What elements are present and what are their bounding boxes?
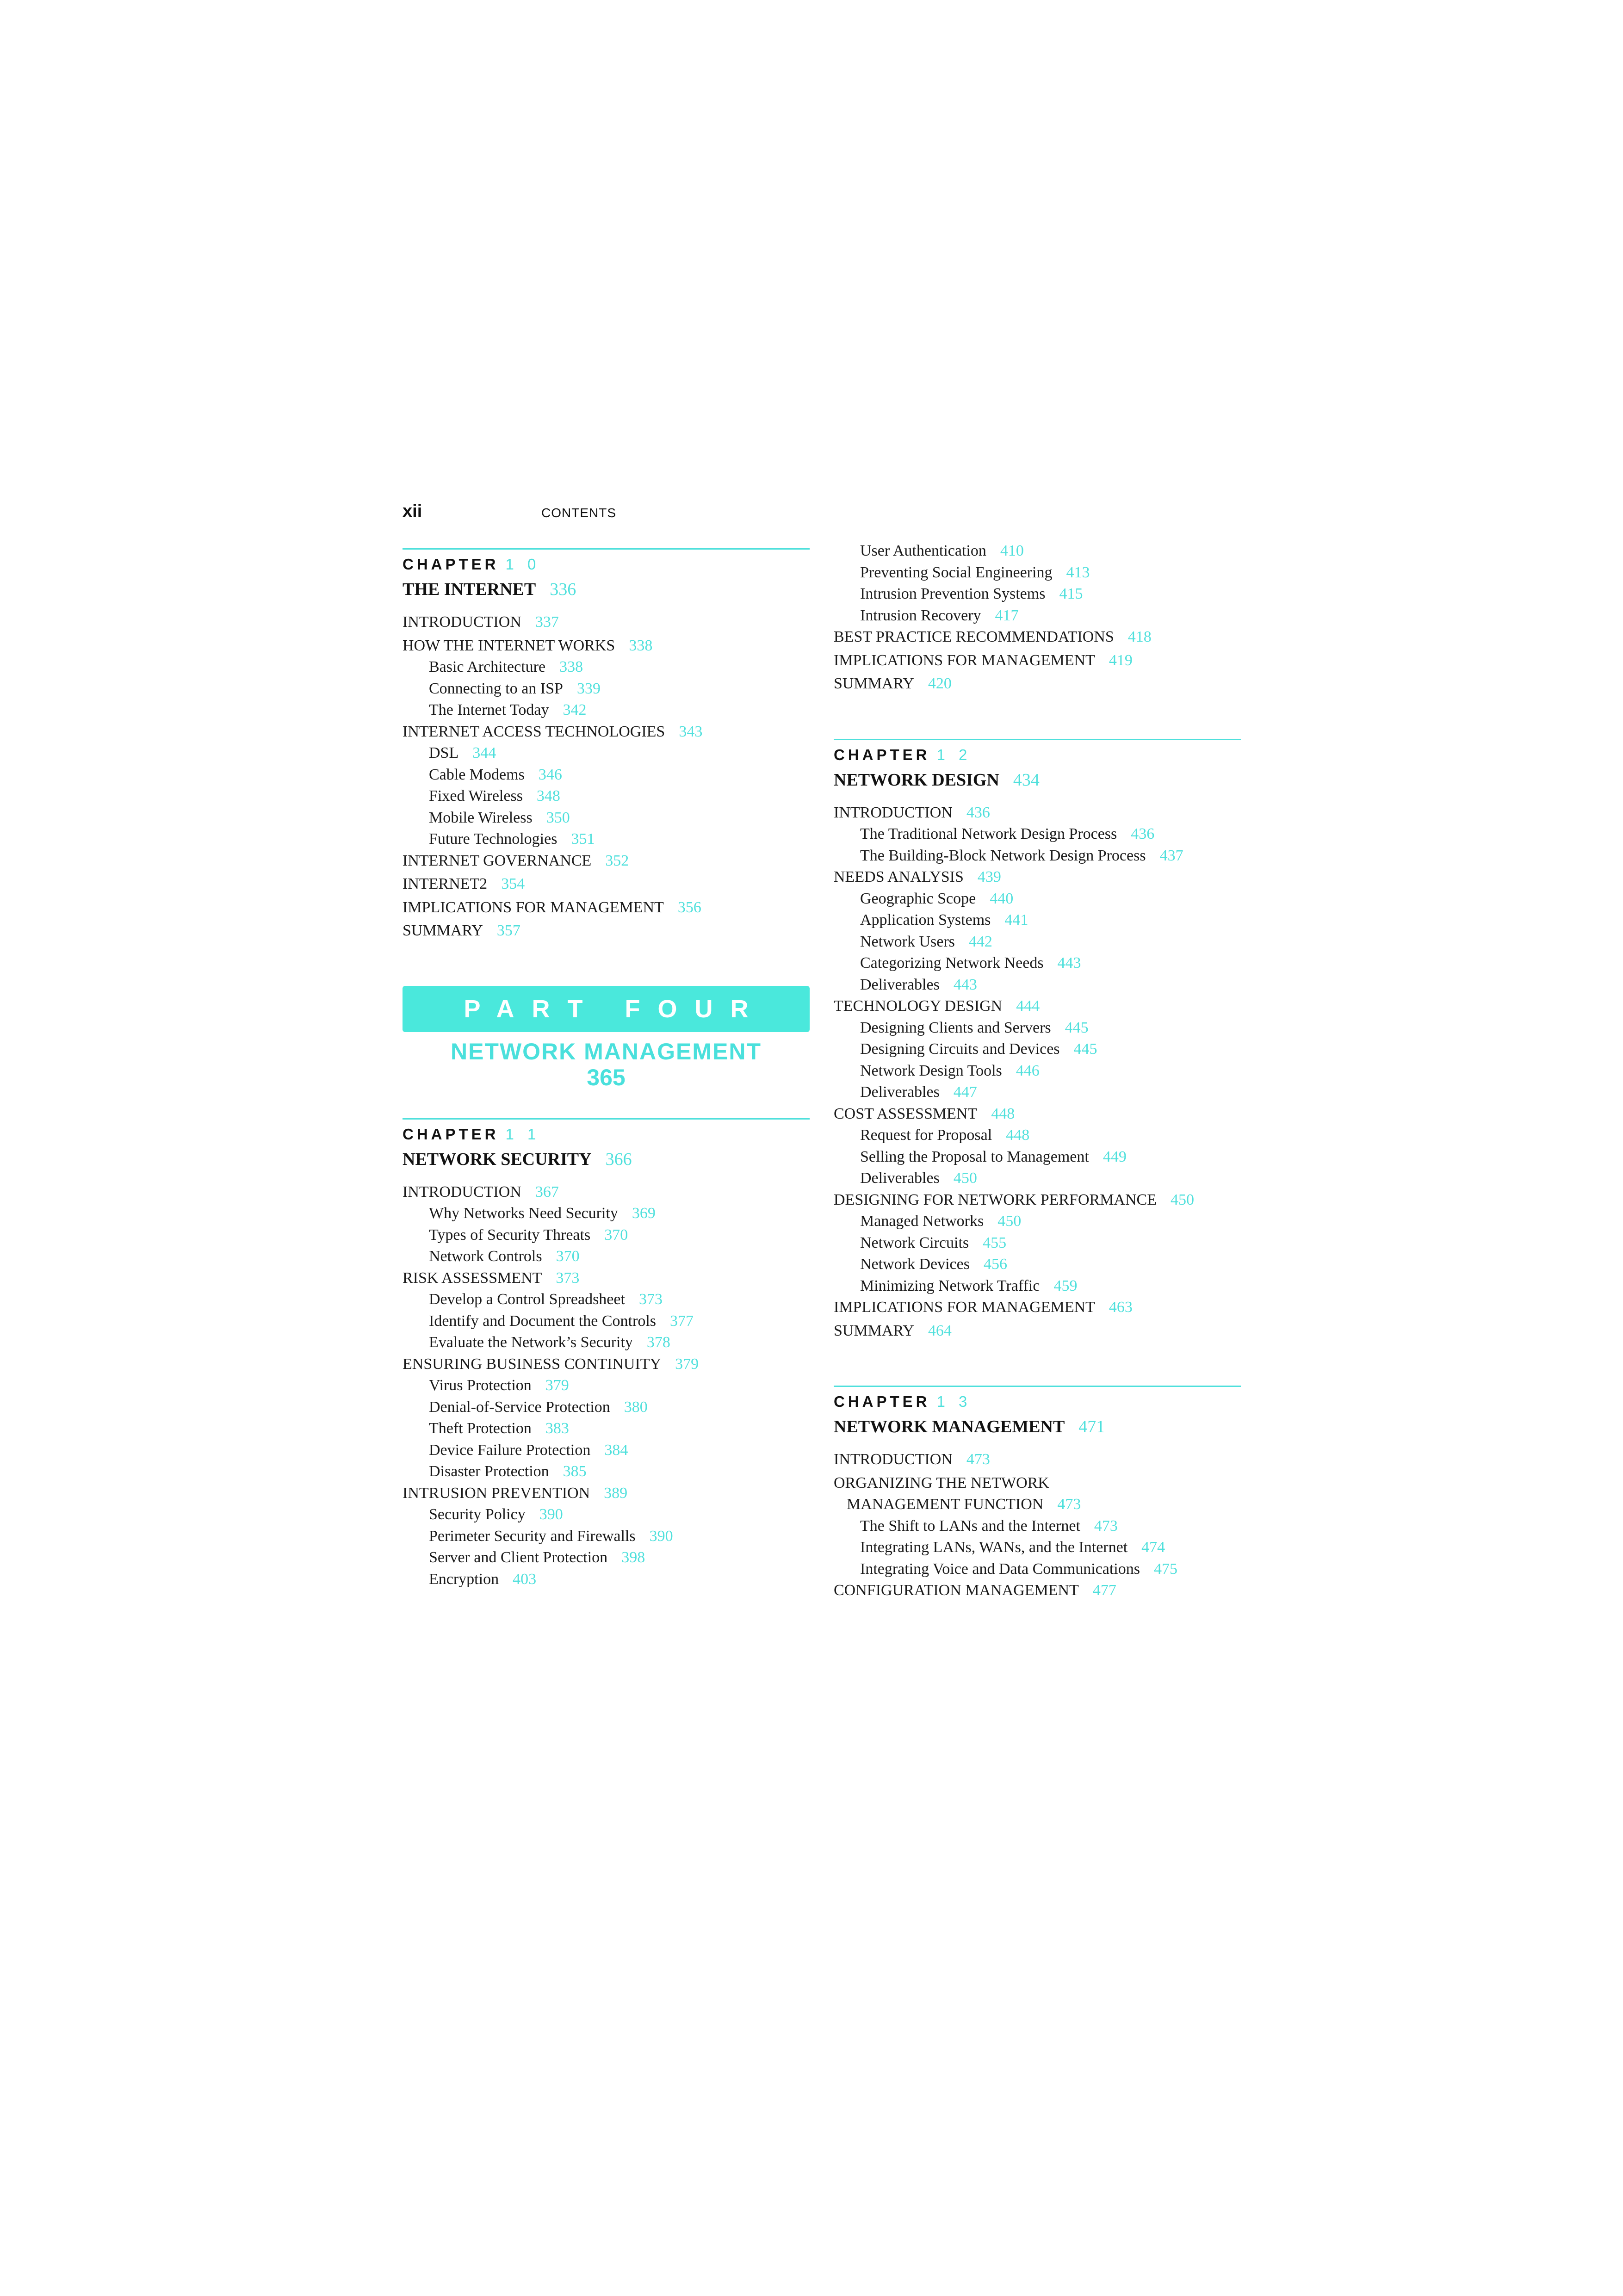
toc-entry-page: 398 bbox=[621, 1549, 645, 1566]
toc-entry-title: Perimeter Security and Firewalls bbox=[429, 1527, 636, 1545]
chapter-title-text: NETWORK SECURITY bbox=[403, 1149, 592, 1169]
toc-entry-page: 377 bbox=[670, 1312, 694, 1330]
toc-entry[interactable] bbox=[834, 802, 1241, 824]
chapter-title bbox=[403, 577, 810, 601]
toc-entry-page: 448 bbox=[991, 1105, 1015, 1122]
chapter-kicker bbox=[403, 1124, 810, 1145]
toc-entry-title: Network Design Tools bbox=[860, 1062, 1002, 1079]
toc-entry[interactable] bbox=[834, 626, 1241, 648]
toc-entry-title: CONFIGURATION MANAGEMENT bbox=[834, 1582, 1079, 1599]
toc-entry-title: Network Devices bbox=[860, 1256, 970, 1273]
toc-entry-page: 444 bbox=[1016, 997, 1040, 1015]
toc-entry[interactable] bbox=[403, 764, 810, 786]
toc-entry[interactable] bbox=[403, 897, 810, 919]
toc-entry[interactable] bbox=[403, 920, 810, 942]
chapter-title-page: 471 bbox=[1078, 1417, 1105, 1436]
toc-entry-title: The Shift to LANs and the Internet bbox=[860, 1517, 1080, 1535]
toc-entry-page: 456 bbox=[983, 1256, 1007, 1273]
toc-entry-title: Categorizing Network Needs bbox=[860, 954, 1044, 972]
toc-entry-page: 379 bbox=[545, 1377, 569, 1394]
chapter-kicker bbox=[834, 1392, 1241, 1412]
toc-entry[interactable] bbox=[834, 540, 1241, 562]
right-column bbox=[834, 540, 1241, 1646]
toc-entry[interactable] bbox=[834, 673, 1241, 695]
toc-entry[interactable] bbox=[834, 1211, 1241, 1232]
chapter-rule bbox=[834, 739, 1241, 740]
toc-entry[interactable] bbox=[834, 931, 1241, 953]
toc-entry-page: 443 bbox=[1057, 954, 1081, 972]
chapter-number: 1 1 bbox=[505, 1125, 541, 1143]
toc-entry[interactable] bbox=[834, 1189, 1241, 1211]
chapter-label: CHAPTER bbox=[403, 556, 499, 573]
toc-entry-page: 417 bbox=[995, 606, 1019, 624]
toc-entry[interactable] bbox=[403, 743, 810, 764]
part-title[interactable]: NETWORK MANAGEMENT bbox=[450, 1038, 762, 1064]
toc-entry-title: Minimizing Network Traffic bbox=[860, 1277, 1040, 1294]
toc-entry-title: Basic Architecture bbox=[429, 658, 546, 675]
toc-entry-title: Intrusion Recovery bbox=[860, 606, 981, 624]
toc-entry-page: 385 bbox=[563, 1463, 587, 1480]
toc-entry[interactable] bbox=[403, 1461, 810, 1483]
toc-entry-page: 344 bbox=[472, 744, 496, 761]
toc-entry-page: 384 bbox=[604, 1441, 628, 1459]
toc-entry[interactable] bbox=[834, 1320, 1241, 1342]
toc-entry[interactable] bbox=[834, 1254, 1241, 1275]
chapter-kicker bbox=[403, 554, 810, 575]
chapter-title-page: 434 bbox=[1013, 770, 1040, 790]
toc-entry-page: 459 bbox=[1053, 1277, 1078, 1294]
toc-entry-page: 338 bbox=[559, 658, 583, 675]
toc-entry[interactable] bbox=[403, 1182, 810, 1203]
part-label: PART FOUR bbox=[464, 995, 766, 1023]
toc-entry-title: Request for Proposal bbox=[860, 1126, 992, 1144]
toc-entry-title: Managed Networks bbox=[860, 1213, 984, 1230]
toc-entry[interactable] bbox=[403, 1375, 810, 1397]
toc-entry[interactable] bbox=[403, 1440, 810, 1461]
toc-entry-page: 449 bbox=[1103, 1148, 1127, 1165]
toc-entry[interactable] bbox=[834, 974, 1241, 996]
toc-entry-page: 443 bbox=[953, 976, 977, 993]
toc-entry-page: 473 bbox=[1094, 1517, 1118, 1535]
toc-list bbox=[834, 540, 1241, 695]
toc-entry-page: 352 bbox=[605, 852, 629, 869]
toc-entry[interactable] bbox=[403, 1569, 810, 1590]
toc-entry[interactable] bbox=[834, 1060, 1241, 1082]
toc-entry[interactable] bbox=[834, 953, 1241, 974]
toc-entry-title: HOW THE INTERNET WORKS bbox=[403, 637, 615, 654]
toc-entry[interactable] bbox=[403, 1397, 810, 1418]
toc-entry-title: Network Users bbox=[860, 933, 955, 950]
toc-entry-title: Security Policy bbox=[429, 1506, 526, 1523]
chapter-rule bbox=[403, 1118, 810, 1120]
toc-entry-page: 354 bbox=[501, 875, 525, 892]
toc-entry-title: DESIGNING FOR NETWORK PERFORMANCE bbox=[834, 1191, 1157, 1208]
toc-entry[interactable] bbox=[403, 678, 810, 700]
toc-entry-page: 337 bbox=[535, 613, 559, 631]
toc-entry[interactable] bbox=[834, 1537, 1241, 1559]
toc-entry-page: 450 bbox=[997, 1213, 1022, 1230]
toc-entry-page: 343 bbox=[679, 723, 703, 740]
toc-entry[interactable] bbox=[403, 1311, 810, 1332]
toc-entry[interactable] bbox=[834, 1473, 1241, 1494]
toc-entry[interactable] bbox=[834, 1017, 1241, 1039]
toc-entry-page: 346 bbox=[538, 766, 562, 783]
chapter-title-page: 366 bbox=[605, 1149, 632, 1169]
toc-entry-page: 436 bbox=[1131, 825, 1155, 842]
toc-entry-title: INTRODUCTION bbox=[834, 804, 953, 821]
toc-entry-page: 351 bbox=[571, 830, 595, 848]
toc-entry-page: 350 bbox=[546, 809, 570, 826]
toc-entry[interactable] bbox=[834, 888, 1241, 910]
toc-entry[interactable] bbox=[834, 1449, 1241, 1471]
part-page: 365 bbox=[587, 1064, 626, 1090]
chapter-number: 1 0 bbox=[505, 556, 541, 573]
toc-entry-title: Cable Modems bbox=[429, 766, 525, 783]
toc-entry-page: 342 bbox=[563, 701, 587, 718]
toc-entry-title: ORGANIZING THE NETWORK bbox=[834, 1474, 1049, 1491]
chapter-label: CHAPTER bbox=[834, 746, 930, 763]
toc-entry[interactable] bbox=[403, 1332, 810, 1354]
toc-entry-page: 369 bbox=[632, 1205, 656, 1222]
toc-entry[interactable] bbox=[834, 1103, 1241, 1125]
toc-entry[interactable] bbox=[834, 650, 1241, 672]
toc-entry-page: 448 bbox=[1006, 1126, 1030, 1144]
toc-entry[interactable] bbox=[834, 1082, 1241, 1103]
toc-entry-page: 450 bbox=[1170, 1191, 1194, 1208]
toc-entry-page: 474 bbox=[1141, 1539, 1165, 1556]
toc-entry-title: Intrusion Prevention Systems bbox=[860, 585, 1046, 602]
chapter-rule bbox=[403, 548, 810, 550]
left-column bbox=[403, 548, 810, 1634]
toc-entry-page: 418 bbox=[1127, 628, 1152, 645]
toc-entry-page: 450 bbox=[953, 1170, 977, 1187]
toc-entry[interactable] bbox=[834, 845, 1241, 867]
toc-entry-title: Encryption bbox=[429, 1570, 499, 1588]
toc-entry-page: 390 bbox=[539, 1506, 563, 1523]
toc-entry[interactable] bbox=[403, 850, 810, 872]
toc-entry-title: SUMMARY bbox=[834, 675, 914, 692]
chapter-12 bbox=[834, 739, 1241, 1342]
toc-entry-page: 383 bbox=[545, 1420, 569, 1437]
toc-entry-page: 356 bbox=[677, 898, 701, 916]
toc-entry[interactable] bbox=[403, 612, 810, 633]
toc-entry[interactable] bbox=[403, 786, 810, 807]
toc-entry-title: User Authentication bbox=[860, 542, 986, 559]
toc-entry-title: SUMMARY bbox=[834, 1322, 914, 1339]
chapter-11 bbox=[403, 1118, 810, 1590]
toc-entry-page: 419 bbox=[1109, 651, 1133, 669]
toc-entry[interactable] bbox=[403, 1547, 810, 1569]
toc-entry-page: 367 bbox=[535, 1183, 559, 1201]
toc-entry-title: INTRODUCTION bbox=[403, 1183, 521, 1201]
toc-entry[interactable] bbox=[834, 1275, 1241, 1297]
toc-entry-page: 373 bbox=[556, 1269, 580, 1287]
toc-entry-page: 410 bbox=[1000, 542, 1024, 559]
toc-entry-title: Server and Client Protection bbox=[429, 1549, 608, 1566]
chapter-13 bbox=[834, 1386, 1241, 1602]
toc-entry-page: 463 bbox=[1109, 1299, 1133, 1316]
toc-entry-page: 413 bbox=[1066, 563, 1090, 581]
toc-entry-page: 339 bbox=[576, 680, 601, 697]
toc-entry-page: 473 bbox=[966, 1451, 990, 1468]
toc-entry[interactable] bbox=[403, 699, 810, 721]
toc-entry[interactable] bbox=[403, 635, 810, 657]
toc-entry-page: 379 bbox=[675, 1355, 699, 1373]
toc-entry[interactable] bbox=[834, 866, 1241, 888]
toc-entry[interactable] bbox=[403, 1246, 810, 1268]
toc-entry[interactable] bbox=[834, 605, 1241, 627]
toc-entry[interactable] bbox=[403, 1225, 810, 1246]
toc-entry-title: IMPLICATIONS FOR MANAGEMENT bbox=[834, 651, 1095, 669]
part-banner bbox=[403, 986, 810, 1032]
toc-entry-page: 436 bbox=[966, 804, 990, 821]
toc-entry-title: Evaluate the Network’s Security bbox=[429, 1334, 633, 1351]
toc-entry-title: Mobile Wireless bbox=[429, 809, 533, 826]
toc-entry[interactable] bbox=[834, 583, 1241, 605]
toc-entry-page: 437 bbox=[1159, 847, 1183, 864]
chapter-title bbox=[834, 768, 1241, 792]
chapter-title-text: NETWORK MANAGEMENT bbox=[834, 1417, 1065, 1436]
toc-list bbox=[834, 802, 1241, 1342]
toc-entry[interactable] bbox=[403, 1418, 810, 1440]
toc-entry-title: BEST PRACTICE RECOMMENDATIONS bbox=[834, 628, 1114, 645]
toc-entry-title: Deliverables bbox=[860, 976, 940, 993]
toc-entry-page: 445 bbox=[1073, 1040, 1097, 1058]
toc-entry-title: COST ASSESSMENT bbox=[834, 1105, 978, 1122]
chapter-number: 1 2 bbox=[936, 746, 972, 763]
toc-entry-title: IMPLICATIONS FOR MANAGEMENT bbox=[403, 898, 664, 916]
toc-entry[interactable] bbox=[403, 721, 810, 743]
toc-entry-page: 403 bbox=[513, 1570, 537, 1588]
toc-entry-title: MANAGEMENT FUNCTION bbox=[847, 1496, 1044, 1513]
toc-entry-page: 475 bbox=[1153, 1560, 1177, 1578]
toc-entry-page: 441 bbox=[1004, 911, 1028, 928]
chapter-rule bbox=[834, 1386, 1241, 1387]
toc-entry-page: 420 bbox=[928, 675, 952, 692]
toc-entry[interactable] bbox=[834, 1232, 1241, 1254]
toc-entry-title: The Building-Block Network Design Process bbox=[860, 847, 1146, 864]
toc-entry-title: Why Networks Need Security bbox=[429, 1205, 618, 1222]
chapter-title bbox=[834, 1415, 1241, 1439]
toc-entry-page: 442 bbox=[968, 933, 992, 950]
chapter-title bbox=[403, 1147, 810, 1171]
toc-entry-title: DSL bbox=[429, 744, 459, 761]
toc-entry-page: 455 bbox=[983, 1234, 1007, 1251]
toc-entry[interactable] bbox=[403, 829, 810, 850]
toc-entry-title: Deliverables bbox=[860, 1083, 940, 1101]
toc-entry-title: Future Technologies bbox=[429, 830, 558, 848]
toc-entry[interactable] bbox=[834, 1039, 1241, 1060]
toc-entry-title: Connecting to an ISP bbox=[429, 680, 563, 697]
toc-entry-title: The Traditional Network Design Process bbox=[860, 825, 1117, 842]
toc-entry[interactable] bbox=[403, 1289, 810, 1311]
toc-entry[interactable] bbox=[834, 1494, 1241, 1516]
toc-entry[interactable] bbox=[403, 1483, 810, 1504]
toc-entry-page: 445 bbox=[1065, 1019, 1089, 1036]
toc-entry[interactable] bbox=[834, 1125, 1241, 1146]
toc-entry[interactable] bbox=[403, 1268, 810, 1289]
toc-entry-page: 348 bbox=[536, 787, 560, 805]
chapter-kicker bbox=[834, 745, 1241, 765]
toc-entry-title: INTERNET GOVERNANCE bbox=[403, 852, 592, 869]
toc-entry[interactable] bbox=[403, 1526, 810, 1547]
toc-entry[interactable] bbox=[834, 1168, 1241, 1189]
toc-entry[interactable] bbox=[834, 910, 1241, 931]
toc-entry-page: 380 bbox=[624, 1398, 648, 1416]
toc-entry-title: INTRODUCTION bbox=[403, 613, 521, 631]
page-folio: xii bbox=[403, 501, 422, 521]
toc-entry-title: Identify and Document the Controls bbox=[429, 1312, 657, 1330]
toc-entry-title: Integrating LANs, WANs, and the Internet bbox=[860, 1539, 1128, 1556]
toc-entry-title: Geographic Scope bbox=[860, 890, 976, 907]
toc-entry-title: Deliverables bbox=[860, 1170, 940, 1187]
toc-list bbox=[403, 1182, 810, 1590]
toc-entry[interactable] bbox=[834, 1146, 1241, 1168]
toc-entry[interactable] bbox=[403, 1354, 810, 1375]
toc-entry-title: IMPLICATIONS FOR MANAGEMENT bbox=[834, 1299, 1095, 1316]
toc-entry-page: 390 bbox=[649, 1527, 673, 1545]
toc-entry-page: 370 bbox=[604, 1226, 628, 1244]
toc-entry-title: Network Controls bbox=[429, 1248, 542, 1265]
toc-entry-title: Integrating Voice and Data Communications bbox=[860, 1560, 1140, 1578]
chapter-10 bbox=[403, 548, 810, 942]
toc-entry[interactable] bbox=[834, 1297, 1241, 1318]
toc-entry-title: Denial-of-Service Protection bbox=[429, 1398, 610, 1416]
toc-entry[interactable] bbox=[834, 1580, 1241, 1602]
toc-entry-title: Preventing Social Engineering bbox=[860, 563, 1053, 581]
toc-entry[interactable] bbox=[834, 562, 1241, 584]
toc-entry-title: TECHNOLOGY DESIGN bbox=[834, 997, 1003, 1015]
toc-entry[interactable] bbox=[403, 1203, 810, 1225]
toc-entry-page: 447 bbox=[953, 1083, 977, 1101]
toc-entry-page: 446 bbox=[1016, 1062, 1040, 1079]
chapter-label: CHAPTER bbox=[403, 1125, 499, 1143]
toc-entry-page: 373 bbox=[638, 1291, 663, 1308]
toc-entry-page: 378 bbox=[646, 1334, 670, 1351]
toc-entry-title: INTERNET ACCESS TECHNOLOGIES bbox=[403, 723, 665, 740]
toc-entry-title: Types of Security Threats bbox=[429, 1226, 591, 1244]
toc-entry[interactable] bbox=[403, 807, 810, 829]
toc-entry-title: Designing Circuits and Devices bbox=[860, 1040, 1060, 1058]
toc-entry[interactable] bbox=[834, 1559, 1241, 1580]
running-title: CONTENTS bbox=[541, 506, 616, 520]
toc-entry-title: SUMMARY bbox=[403, 922, 483, 939]
toc-entry-page: 473 bbox=[1057, 1496, 1081, 1513]
toc-entry-title: Device Failure Protection bbox=[429, 1441, 591, 1459]
chapter-title-text: NETWORK DESIGN bbox=[834, 770, 999, 790]
toc-list bbox=[403, 612, 810, 942]
toc-entry-title: NEEDS ANALYSIS bbox=[834, 868, 964, 885]
toc-entry-page: 357 bbox=[496, 922, 520, 939]
toc-entry-title: Application Systems bbox=[860, 911, 991, 928]
chapter-label: CHAPTER bbox=[834, 1393, 930, 1410]
chapter-number: 1 3 bbox=[936, 1393, 972, 1410]
chapter-title-text: THE INTERNET bbox=[403, 580, 536, 599]
toc-entry-page: 439 bbox=[977, 868, 1001, 885]
toc-entry-title: Virus Protection bbox=[429, 1377, 532, 1394]
toc-entry-title: Develop a Control Spreadsheet bbox=[429, 1291, 625, 1308]
toc-entry-title: RISK ASSESSMENT bbox=[403, 1269, 542, 1287]
toc-entry-title: Disaster Protection bbox=[429, 1463, 549, 1480]
toc-entry-title: Network Circuits bbox=[860, 1234, 969, 1251]
toc-entry-title: INTRODUCTION bbox=[834, 1451, 953, 1468]
toc-entry-title: Designing Clients and Servers bbox=[860, 1019, 1051, 1036]
toc-entry-title: The Internet Today bbox=[429, 701, 549, 718]
toc-entry[interactable] bbox=[834, 1516, 1241, 1537]
toc-list bbox=[834, 1449, 1241, 1602]
toc-entry-page: 464 bbox=[928, 1322, 952, 1339]
toc-entry-title: INTRUSION PREVENTION bbox=[403, 1484, 590, 1502]
toc-entry[interactable] bbox=[834, 823, 1241, 845]
chapter-title-page: 336 bbox=[550, 580, 576, 599]
toc-entry[interactable] bbox=[403, 656, 810, 678]
toc-entry-title: Selling the Proposal to Management bbox=[860, 1148, 1089, 1165]
toc-entry-page: 338 bbox=[629, 637, 653, 654]
toc-entry[interactable] bbox=[403, 1504, 810, 1526]
toc-entry-page: 415 bbox=[1059, 585, 1083, 602]
toc-entry-page: 440 bbox=[990, 890, 1014, 907]
chapter-11-continued bbox=[834, 540, 1241, 695]
toc-entry-title: Theft Protection bbox=[429, 1420, 532, 1437]
toc-entry-page: 370 bbox=[556, 1248, 580, 1265]
toc-entry-title: Fixed Wireless bbox=[429, 787, 523, 805]
toc-entry-page: 389 bbox=[604, 1484, 628, 1502]
toc-entry-page: 477 bbox=[1092, 1582, 1116, 1599]
toc-entry[interactable] bbox=[403, 873, 810, 895]
toc-entry-title: ENSURING BUSINESS CONTINUITY bbox=[403, 1355, 662, 1373]
toc-entry-title: INTERNET2 bbox=[403, 875, 488, 892]
toc-entry[interactable] bbox=[834, 996, 1241, 1017]
